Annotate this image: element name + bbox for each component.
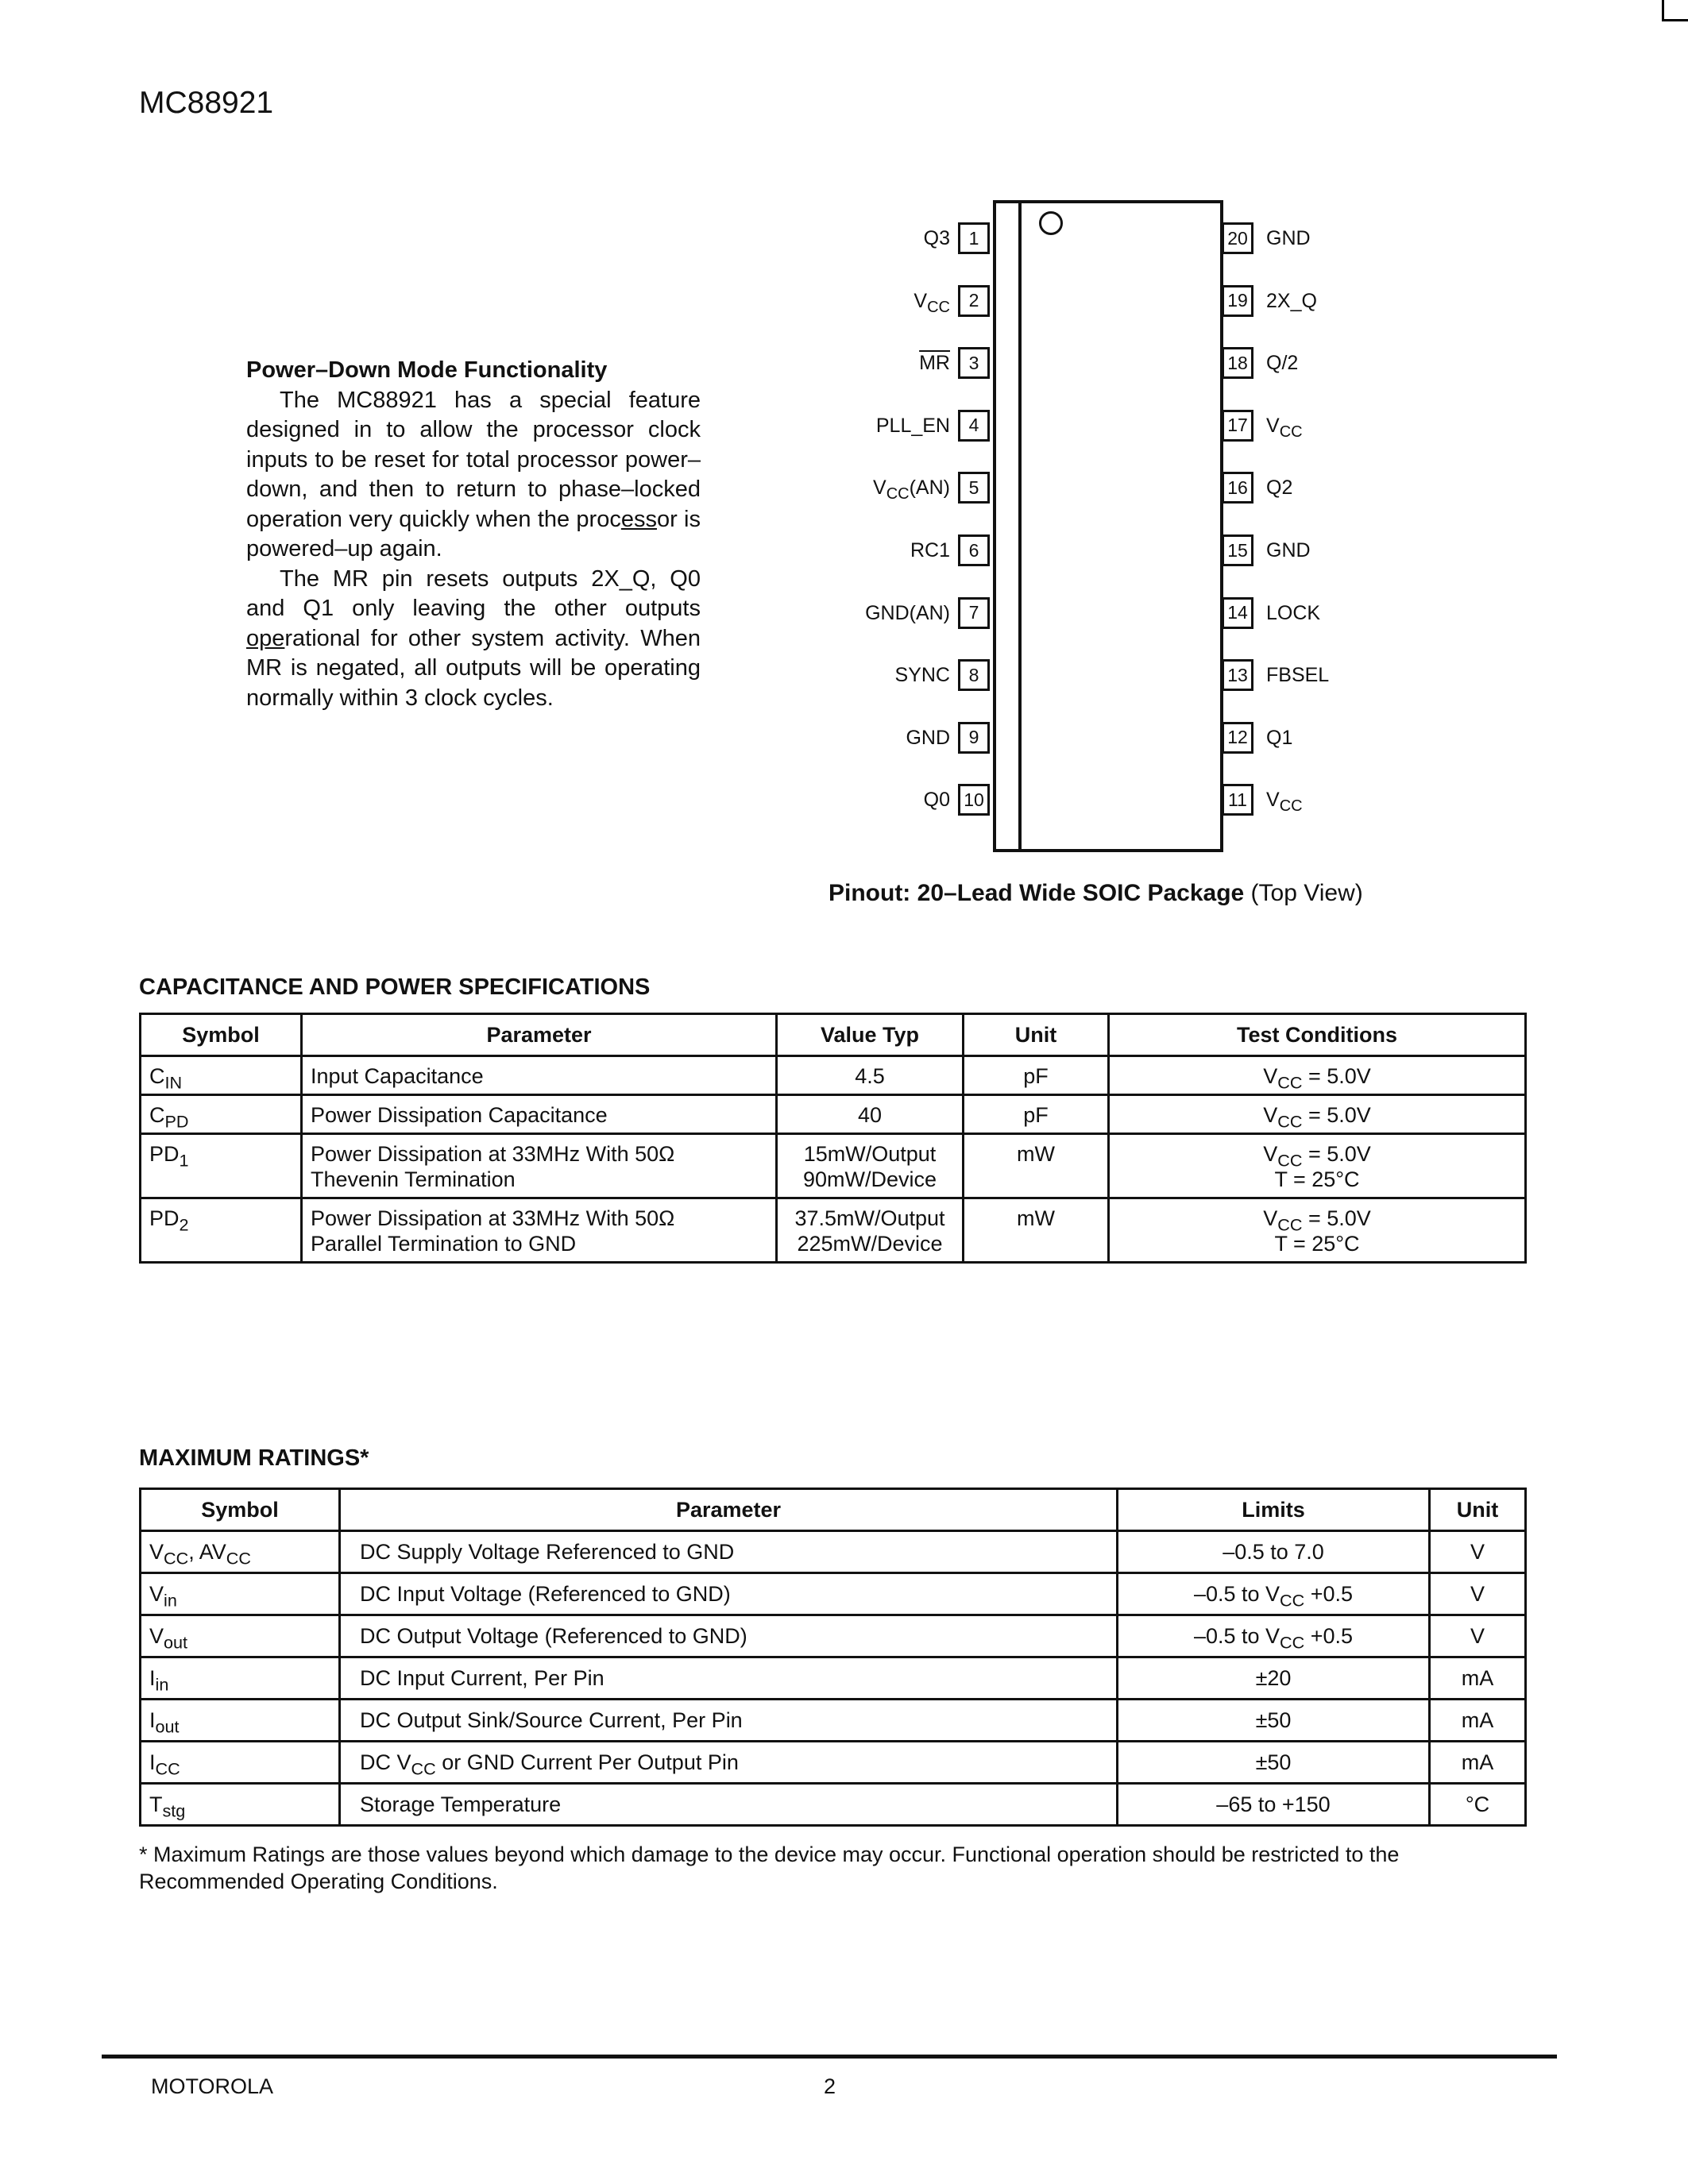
pin-4-label: PLL_EN bbox=[875, 414, 950, 437]
cell-unit: pF bbox=[964, 1056, 1109, 1095]
cell-parameter: Storage Temperature bbox=[340, 1784, 1118, 1826]
power-down-heading: Power–Down Mode Functionality bbox=[246, 357, 608, 383]
table-row bbox=[141, 1700, 1526, 1742]
table-row bbox=[141, 1784, 1526, 1826]
pin-6-number: 6 bbox=[958, 534, 990, 566]
table-row bbox=[141, 1095, 1526, 1134]
cell-unit: pF bbox=[964, 1095, 1109, 1134]
capacitance-title: CAPACITANCE AND POWER SPECIFICATIONS bbox=[139, 974, 651, 1000]
pin-9-label: GND bbox=[906, 726, 950, 749]
pin-20-number: 20 bbox=[1222, 222, 1253, 254]
cell-unit: V bbox=[1430, 1615, 1526, 1657]
capacitance-table bbox=[139, 1013, 1527, 1264]
pin-14-number: 14 bbox=[1222, 597, 1253, 629]
pin-6-label: RC1 bbox=[910, 539, 950, 561]
cell-test-conditions: $V_{CC} = 5.0V$ bbox=[1109, 1056, 1526, 1095]
pin-10-label: Q0 bbox=[923, 789, 950, 812]
cell-symbol: $I_{out}$ bbox=[141, 1700, 340, 1742]
footer-brand: MOTOROLA bbox=[151, 2074, 274, 2098]
cell-symbol: $V_{in}$ bbox=[141, 1573, 340, 1615]
pin-3-label: $\overline{MR}$ bbox=[919, 352, 950, 375]
cell-parameter: Power Dissipation Capacitance bbox=[302, 1095, 777, 1134]
cell-unit: mW bbox=[964, 1198, 1109, 1263]
col-unit: Unit bbox=[1430, 1489, 1526, 1531]
cell-symbol: $V_{CC}$, $AV_{CC}$ bbox=[141, 1531, 340, 1573]
cell-parameter: Input Capacitance bbox=[302, 1056, 777, 1095]
pin-10-number: 10 bbox=[958, 784, 990, 816]
cell-value: 4.5 bbox=[777, 1056, 964, 1095]
pin-9-number: 9 bbox=[958, 722, 990, 754]
page-number: 2 bbox=[824, 2074, 836, 2098]
cell-symbol: $V_{out}$ bbox=[141, 1615, 340, 1657]
pin-17-number: 17 bbox=[1222, 410, 1253, 442]
pin-18-label: Q/2 bbox=[1266, 352, 1299, 375]
pinout-caption-rest: (Top View) bbox=[1244, 880, 1363, 906]
pin-17-label: $V_{CC}$ bbox=[1266, 414, 1303, 441]
cell-limits: –0.5 to $V_{CC} +0.5$ bbox=[1118, 1573, 1430, 1615]
pin-7-label: GND(AN) bbox=[865, 601, 950, 624]
pin-20-label: GND bbox=[1266, 227, 1311, 249]
capacitance-body bbox=[141, 1056, 1526, 1263]
col-symbol: Symbol bbox=[141, 1489, 340, 1531]
cell-symbol: $PD_1$ bbox=[141, 1134, 302, 1198]
cell-symbol: $I_{CC}$ bbox=[141, 1742, 340, 1784]
corner-crop-mark bbox=[1662, 0, 1688, 21]
cell-limits: ±50 bbox=[1118, 1700, 1430, 1742]
cell-test-conditions: $V_{CC} = 5.0V$ T = 25°C bbox=[1109, 1198, 1526, 1263]
pin-15-label: GND bbox=[1266, 539, 1311, 561]
max-ratings-table bbox=[139, 1488, 1527, 1827]
pin1-indicator-icon bbox=[1039, 211, 1063, 235]
pinout-caption-bold: Pinout: 20–Lead Wide SOIC Package bbox=[829, 880, 1245, 906]
pin-13-number: 13 bbox=[1222, 659, 1253, 691]
col-test-conditions: Test Conditions bbox=[1109, 1014, 1526, 1056]
power-down-paragraph-1: The MC88921 has a special feature designed in to allow the processor clock inputs to be reset for total processor power–down, and then to return to phase–locked operation very quickly when the processor is powered–up again. bbox=[246, 387, 701, 561]
col-symbol: Symbol bbox=[141, 1014, 302, 1056]
max-ratings-title: MAXIMUM RATINGS* bbox=[139, 1445, 369, 1471]
cell-symbol: $PD_2$ bbox=[141, 1198, 302, 1263]
col-limits: Limits bbox=[1118, 1489, 1430, 1531]
pin-19-label: 2X_Q bbox=[1266, 289, 1317, 312]
pin-18-number: 18 bbox=[1222, 347, 1253, 379]
cell-value: 40 bbox=[777, 1095, 964, 1134]
pin-7-number: 7 bbox=[958, 597, 990, 629]
pin-1-number: 1 bbox=[958, 222, 990, 254]
cell-parameter: DC Supply Voltage Referenced to GND bbox=[340, 1531, 1118, 1573]
cell-value: 15mW/Output 90mW/Device bbox=[777, 1134, 964, 1198]
cell-unit: mA bbox=[1430, 1657, 1526, 1700]
cell-test-conditions: $V_{CC} = 5.0V$ T = 25°C bbox=[1109, 1134, 1526, 1198]
pin-16-label: Q2 bbox=[1266, 477, 1293, 500]
pin-15-number: 15 bbox=[1222, 534, 1253, 566]
cell-unit: °C bbox=[1430, 1784, 1526, 1826]
pin-2-number: 2 bbox=[958, 285, 990, 317]
cell-parameter: DC Input Current, Per Pin bbox=[340, 1657, 1118, 1700]
col-value-typ: Value Typ bbox=[777, 1014, 964, 1056]
col-parameter: Parameter bbox=[302, 1014, 777, 1056]
cell-parameter: Power Dissipation at 33MHz With 50Ω Thevenin Termination bbox=[302, 1134, 777, 1198]
cell-limits: ±20 bbox=[1118, 1657, 1430, 1700]
cell-limits: ±50 bbox=[1118, 1742, 1430, 1784]
pin-12-number: 12 bbox=[1222, 722, 1253, 754]
pin-4-number: 4 bbox=[958, 410, 990, 442]
pin-5-label: $V_{CC}(AN)$ bbox=[873, 477, 950, 504]
pin-8-label: SYNC bbox=[894, 664, 950, 687]
col-parameter: Parameter bbox=[340, 1489, 1118, 1531]
cell-parameter: DC Input Voltage (Referenced to GND) bbox=[340, 1573, 1118, 1615]
pin-19-number: 19 bbox=[1222, 285, 1253, 317]
pin-1-label: Q3 bbox=[923, 227, 950, 249]
pin-11-label: $V_{CC}$ bbox=[1266, 789, 1303, 816]
capacitance-header-row bbox=[141, 1014, 1526, 1056]
table-row bbox=[141, 1742, 1526, 1784]
pin-8-number: 8 bbox=[958, 659, 990, 691]
power-down-section bbox=[246, 356, 701, 713]
cell-unit: mA bbox=[1430, 1742, 1526, 1784]
table-row bbox=[141, 1657, 1526, 1700]
table-row bbox=[141, 1573, 1526, 1615]
pin-5-number: 5 bbox=[958, 472, 990, 504]
pin-3-number: 3 bbox=[958, 347, 990, 379]
pin-11-number: 11 bbox=[1222, 784, 1253, 816]
cell-parameter: DC Output Voltage (Referenced to GND) bbox=[340, 1615, 1118, 1657]
cell-value: 37.5mW/Output 225mW/Device bbox=[777, 1198, 964, 1263]
power-down-paragraph-2: The MR pin resets outputs 2X_Q, Q0 and Q1 only leaving the other outputs operational for other system activity. When MR is negated, all outputs will be operating normally within 3 clock cycles. bbox=[246, 565, 701, 711]
cell-parameter: Power Dissipation at 33MHz With 50Ω Parallel Termination to GND bbox=[302, 1198, 777, 1263]
cell-symbol: $T_{stg}$ bbox=[141, 1784, 340, 1826]
pin-2-label: $V_{CC}$ bbox=[914, 289, 950, 316]
document-title: MC88921 bbox=[139, 86, 274, 120]
table-row bbox=[141, 1615, 1526, 1657]
pinout-caption bbox=[829, 880, 1363, 907]
chip-body bbox=[993, 200, 1223, 852]
cell-unit: mA bbox=[1430, 1700, 1526, 1742]
max-ratings-footnote: * Maximum Ratings are those values beyond which damage to the device may occur. Functional operation should be restricted to the Recommended Operating Conditions. bbox=[139, 1843, 1400, 1893]
col-unit: Unit bbox=[964, 1014, 1109, 1056]
pin-12-label: Q1 bbox=[1266, 726, 1293, 749]
max-ratings-header-row bbox=[141, 1489, 1526, 1531]
cell-limits: –0.5 to $V_{CC} +0.5$ bbox=[1118, 1615, 1430, 1657]
max-ratings-body bbox=[141, 1531, 1526, 1826]
cell-test-conditions: $V_{CC} = 5.0V$ bbox=[1109, 1095, 1526, 1134]
pin-16-number: 16 bbox=[1222, 472, 1253, 504]
footer-rule bbox=[102, 2055, 1557, 2059]
cell-symbol: $C_{PD}$ bbox=[141, 1095, 302, 1134]
pin-14-label: LOCK bbox=[1266, 601, 1321, 624]
cell-limits: –0.5 to 7.0 bbox=[1118, 1531, 1430, 1573]
cell-limits: –65 to +150 bbox=[1118, 1784, 1430, 1826]
table-row bbox=[141, 1134, 1526, 1198]
cell-unit: V bbox=[1430, 1573, 1526, 1615]
table-row bbox=[141, 1198, 1526, 1263]
table-row bbox=[141, 1056, 1526, 1095]
cell-parameter: DC $V_{CC}$ or GND Current Per Output Pin bbox=[340, 1742, 1118, 1784]
cell-parameter: DC Output Sink/Source Current, Per Pin bbox=[340, 1700, 1118, 1742]
cell-unit: V bbox=[1430, 1531, 1526, 1573]
cell-unit: mW bbox=[964, 1134, 1109, 1198]
table-row bbox=[141, 1531, 1526, 1573]
cell-symbol: $C_{IN}$ bbox=[141, 1056, 302, 1095]
cell-symbol: $I_{in}$ bbox=[141, 1657, 340, 1700]
chip-inner-line bbox=[1018, 200, 1022, 852]
pin-13-label: FBSEL bbox=[1266, 664, 1330, 687]
